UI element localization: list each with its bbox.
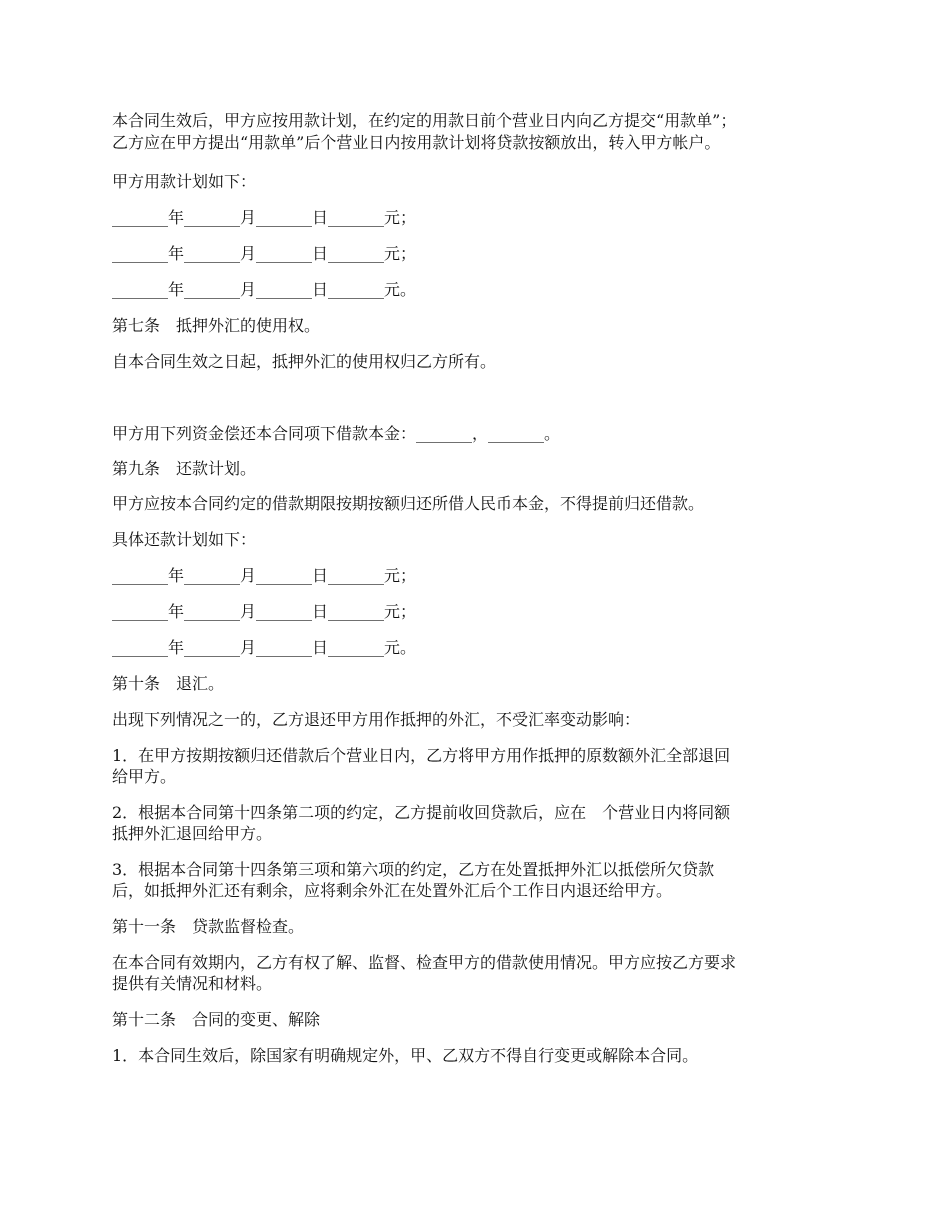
article-heading: 第九条 还款计划。	[112, 459, 257, 478]
fill-in-row: _______年_______月_______日_______元；	[112, 566, 417, 585]
article-heading: 第十一条 贷款监督检查。	[112, 917, 305, 936]
article-heading: 第十条 退汇。	[112, 674, 225, 693]
fill-in-row: _______年_______月_______日_______元；	[112, 244, 417, 263]
paragraph-line: 甲方用下列资金偿还本合同项下借款本金：_______，_______。	[112, 424, 561, 443]
paragraph-line: 本合同生效后，甲方应按用款计划，在约定的用款日前个营业日内向乙方提交“用款单”；	[112, 111, 737, 130]
fill-in-row: _______年_______月_______日_______元；	[112, 602, 417, 621]
fill-in-row: _______年_______月_______日_______元；	[112, 208, 417, 227]
list-item-line: 3．根据本合同第十四条第三项和第六项的约定，乙方在处置抵押外汇以抵偿所欠贷款	[112, 860, 715, 879]
fill-in-row: _______年_______月_______日_______元。	[112, 638, 417, 657]
paragraph-line: 自本合同生效之日起，抵押外汇的使用权归乙方所有。	[112, 352, 497, 371]
paragraph-line: 甲方应按本合同约定的借款期限按期按额归还所借人民币本金，不得提前归还借款。	[112, 494, 705, 513]
paragraph-line: 具体还款计划如下：	[112, 530, 257, 549]
article-heading: 第七条 抵押外汇的使用权。	[112, 316, 321, 335]
list-item-line: 1．本合同生效后，除国家有明确规定外，甲、乙双方不得自行变更或解除本合同。	[112, 1046, 699, 1065]
paragraph-line: 乙方应在甲方提出“用款单”后个营业日内按用款计划将贷款按额放出，转入甲方帐户。	[112, 133, 721, 152]
paragraph-line: 在本合同有效期内，乙方有权了解、监督、检查甲方的借款使用情况。甲方应按乙方要求	[112, 953, 737, 972]
paragraph-line: 提供有关情况和材料。	[112, 974, 273, 993]
list-item-line: 给甲方。	[112, 767, 177, 786]
list-item-line: 2．根据本合同第十四条第二项的约定，乙方提前收回贷款后，应在 个营业日内将同额	[112, 803, 731, 822]
article-heading: 第十二条 合同的变更、解除	[112, 1010, 321, 1029]
fill-in-row: _______年_______月_______日_______元。	[112, 280, 417, 299]
list-item-line: 1．在甲方按期按额归还借款后个营业日内，乙方将甲方用作抵押的原数额外汇全部退回	[112, 746, 731, 765]
list-item-line: 抵押外汇退回给甲方。	[112, 824, 273, 843]
paragraph-line: 出现下列情况之一的，乙方退还甲方用作抵押的外汇，不受汇率变动影响：	[112, 710, 641, 729]
paragraph-line: 甲方用款计划如下：	[112, 172, 257, 191]
list-item-line: 后，如抵押外汇还有剩余，应将剩余外汇在处置外汇后个工作日内退还给甲方。	[112, 881, 673, 900]
